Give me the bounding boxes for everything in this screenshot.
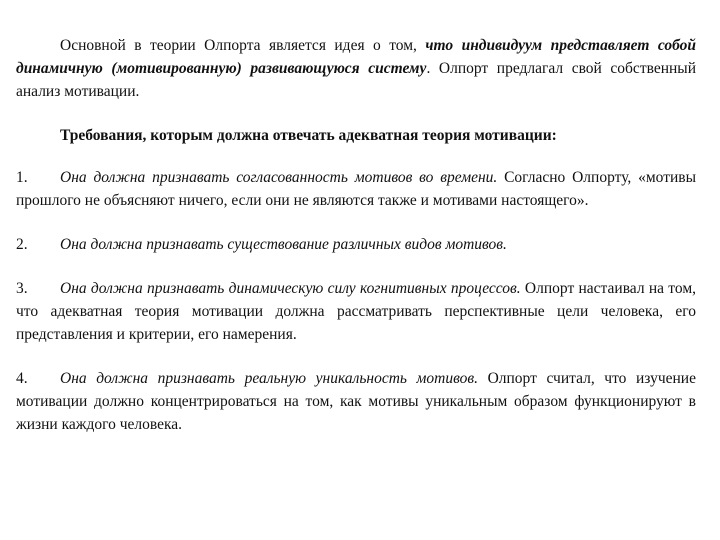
requirement-item-2	[16, 233, 696, 256]
requirement-item-3	[16, 277, 696, 346]
requirement-item-1	[16, 166, 696, 212]
item-number: 1.	[16, 169, 28, 186]
item-text: Олпорт настаивал на том, что адекватная теория мотивации должна рассматривать перспективные цели человека, его представления и критерии, его намерения.	[16, 280, 697, 343]
item-number: 2.	[16, 236, 28, 253]
item-number: 3.	[16, 280, 28, 297]
item-text: Олпорт считал, что изучение мотивации должно концентрироваться на том, как мотивы уникальным образом функционируют в жизни каждого человека.	[16, 370, 696, 433]
intro-tail: . Олпорт предлагал свой собственный анализ мотивации.	[16, 60, 696, 100]
item-number: 4.	[16, 370, 28, 387]
intro-lead: Основной в теории Олпорта является идея о том,	[60, 37, 426, 54]
item-statement: Она должна признавать реальную уникальность мотивов.	[60, 370, 478, 387]
document-page	[16, 34, 696, 436]
item-statement: Она должна признавать динамическую силу когнитивных процессов.	[60, 280, 521, 297]
requirements-heading: Требования, которым должна отвечать адекватная теория мотивации:	[60, 127, 557, 144]
requirement-item-4	[16, 367, 696, 436]
intro-paragraph	[16, 34, 696, 103]
item-statement: Она должна признавать существование различных видов мотивов.	[60, 236, 507, 253]
intro-emphasis: что индивидуум представляет собой динамичную (мотивированную) развивающуюся систему	[16, 37, 697, 77]
item-statement: Она должна признавать согласованность мотивов во времени.	[60, 169, 498, 186]
item-text: Согласно Олпорту, «мотивы прошлого не объясняют ничего, если они не являются также и мотивами настоящего».	[16, 169, 696, 209]
